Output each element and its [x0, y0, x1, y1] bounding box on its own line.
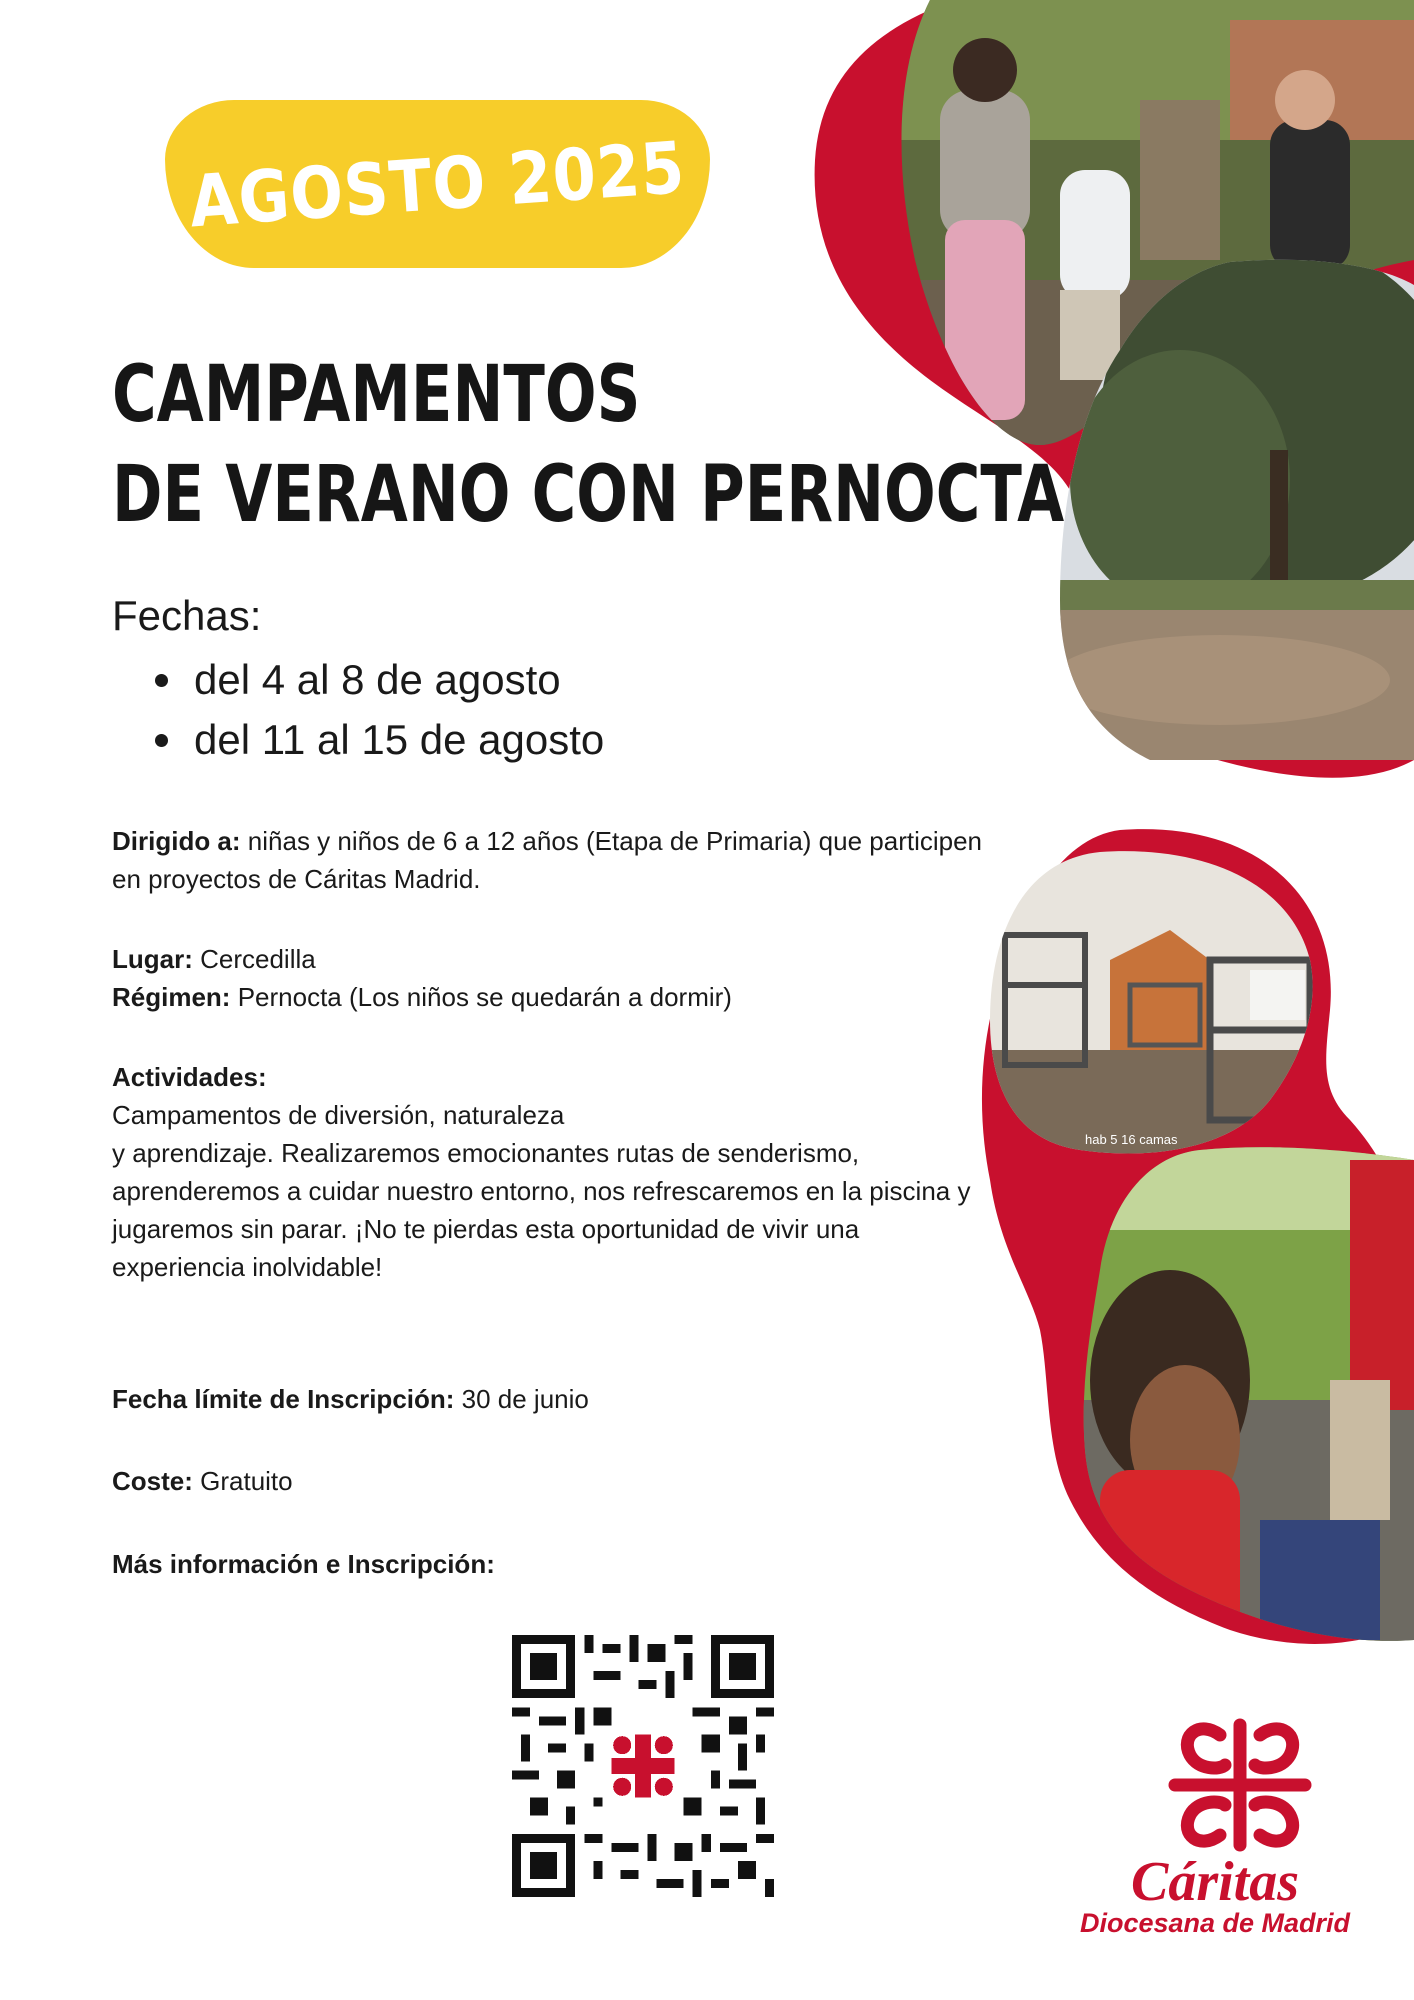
fechas-list — [155, 650, 604, 770]
logo-subtitle: Diocesana de Madrid — [1079, 1908, 1351, 1938]
dirigido-label: Dirigido a: — [112, 826, 241, 856]
lugar-label: Lugar: — [112, 944, 193, 974]
caritas-logo-icon — [1080, 1710, 1410, 1860]
dirigido-text: niñas y niños de 6 a 12 años (Etapa de Primaria) que participen en proyectos de Cáritas Madrid. — [112, 826, 983, 894]
regimen-value: Pernocta (Los niños se quedarán a dormir) — [230, 982, 732, 1012]
room-caption: hab 5 16 camas — [1085, 1132, 1178, 1147]
logo-name: Cáritas — [1130, 1851, 1300, 1913]
actividades-section — [112, 1058, 982, 1286]
actividades-label: Actividades: — [112, 1062, 267, 1092]
coste-value: Gratuito — [192, 1466, 293, 1496]
fechas-label: Fechas: — [112, 592, 262, 639]
regimen-label: Régimen: — [112, 982, 231, 1012]
fechas-item — [155, 650, 604, 710]
fechas-item-text: del 11 al 15 de agosto — [194, 716, 605, 763]
coste-section — [112, 1462, 992, 1500]
banner-text: AGOSTO 2025 — [186, 124, 689, 244]
actividades-text: y aprendizaje. Realizaremos emocionantes rutas de senderismo, aprenderemos a cuidar nuestro entorno, nos refrescaremos en la piscina y jugaremos sin parar. ¡No te pierdas esta oportunidad de vivir una experiencia inolvidable! — [112, 1138, 971, 1282]
lugar-value: Cercedilla — [192, 944, 316, 974]
qr-code[interactable] — [512, 1635, 774, 1897]
lugar-regimen-section — [112, 940, 992, 1016]
mas-info-label: Más información e Inscripción: — [112, 1549, 495, 1579]
limite-value: 30 de junio — [454, 1384, 589, 1414]
fechas-item — [155, 710, 604, 770]
title-line-2: DE VERANO CON PERNOCTA — [112, 450, 1065, 540]
limite-label: Fecha límite de Inscripción: — [112, 1384, 455, 1414]
mas-info-section — [112, 1545, 992, 1583]
actividades-line-1: Campamentos de diversión, naturaleza — [112, 1100, 565, 1130]
page-title — [112, 345, 1064, 545]
date-banner — [165, 100, 710, 268]
limite-section — [112, 1380, 992, 1418]
bullet-icon — [155, 734, 168, 747]
fechas-item-text: del 4 al 8 de agosto — [194, 656, 561, 703]
bullet-icon — [155, 674, 168, 687]
coste-label: Coste: — [112, 1466, 193, 1496]
title-line-1: CAMPAMENTOS — [112, 350, 641, 440]
dirigido-section — [112, 822, 992, 898]
